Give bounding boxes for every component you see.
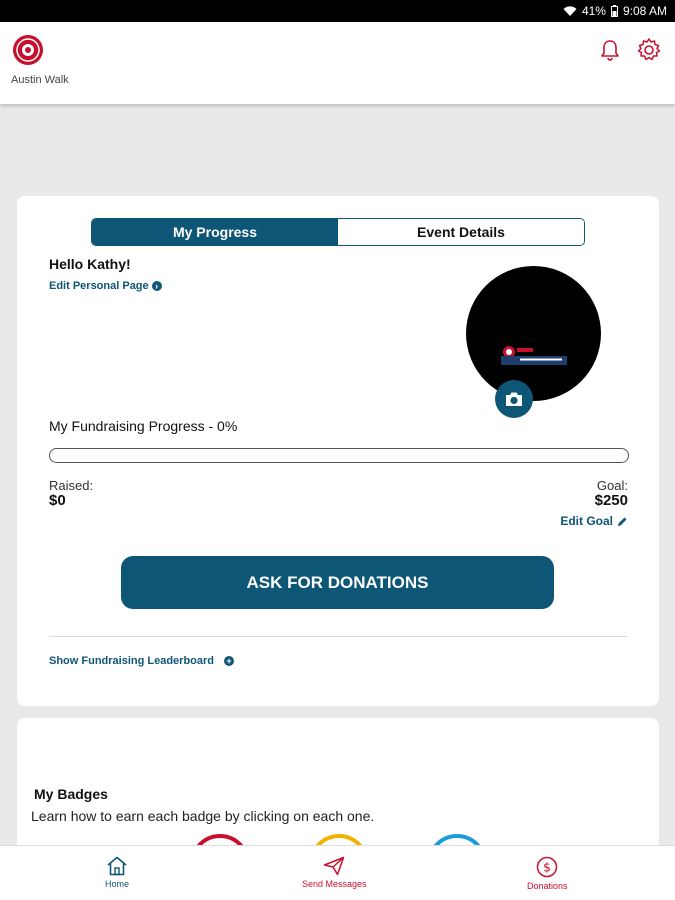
tab-bar	[91, 218, 585, 246]
tab-event-details[interactable]: Event Details	[338, 219, 584, 245]
wifi-icon	[563, 6, 577, 17]
raised-value: $0	[49, 492, 66, 509]
show-leaderboard-link[interactable]	[49, 655, 234, 667]
nav-home[interactable]	[105, 856, 129, 889]
battery-percent: 41%	[581, 4, 606, 18]
send-icon	[323, 856, 345, 876]
badges-title: My Badges	[34, 786, 108, 802]
nav-donations[interactable]	[527, 856, 568, 891]
ask-for-donations-button[interactable]: ASK FOR DONATIONS	[121, 556, 554, 609]
goal-value: $250	[594, 492, 628, 509]
app-name: Austin Walk	[11, 74, 69, 86]
edit-personal-page-link[interactable]	[49, 280, 162, 292]
badges-subtitle: Learn how to earn each badge by clicking on each one.	[31, 808, 375, 824]
greeting: Hello Kathy!	[49, 256, 131, 272]
bell-icon[interactable]	[598, 38, 622, 62]
dollar-icon	[536, 856, 558, 878]
svg-text:$: $	[543, 860, 552, 875]
home-icon	[106, 856, 128, 876]
app-header	[0, 22, 675, 104]
avatar[interactable]	[466, 266, 601, 401]
tab-my-progress[interactable]: My Progress	[92, 219, 338, 245]
arrow-circle-icon: ›	[152, 281, 162, 291]
plus-circle-icon: +	[224, 656, 234, 666]
nav-donations-label: Donations	[527, 881, 568, 891]
pencil-icon	[617, 516, 628, 527]
nav-home-label: Home	[105, 879, 130, 889]
edit-personal-page-label: Edit Personal Page	[49, 280, 149, 292]
progress-card	[17, 196, 659, 706]
edit-goal-label: Edit Goal	[560, 514, 613, 528]
camera-button[interactable]	[495, 380, 533, 418]
goal-label: Goal:	[596, 478, 628, 493]
raised-label: Raised:	[49, 478, 94, 493]
fundraising-progress-label: My Fundraising Progress - 0%	[49, 418, 238, 434]
fundraising-progress-bar	[49, 448, 629, 463]
camera-icon	[504, 391, 524, 407]
clock: 9:08 AM	[622, 4, 667, 18]
gear-icon[interactable]	[636, 37, 662, 63]
leaderboard-label: Show Fundraising Leaderboard	[49, 655, 215, 667]
nav-send-messages[interactable]	[302, 856, 367, 889]
divider	[49, 636, 627, 637]
status-bar	[0, 0, 675, 22]
battery-icon	[611, 5, 618, 17]
edit-goal-link[interactable]	[560, 514, 628, 528]
nav-send-messages-label: Send Messages	[302, 879, 367, 889]
logo-icon[interactable]	[12, 34, 44, 66]
bottom-nav	[0, 845, 675, 900]
avatar-logo-icon	[500, 344, 568, 366]
